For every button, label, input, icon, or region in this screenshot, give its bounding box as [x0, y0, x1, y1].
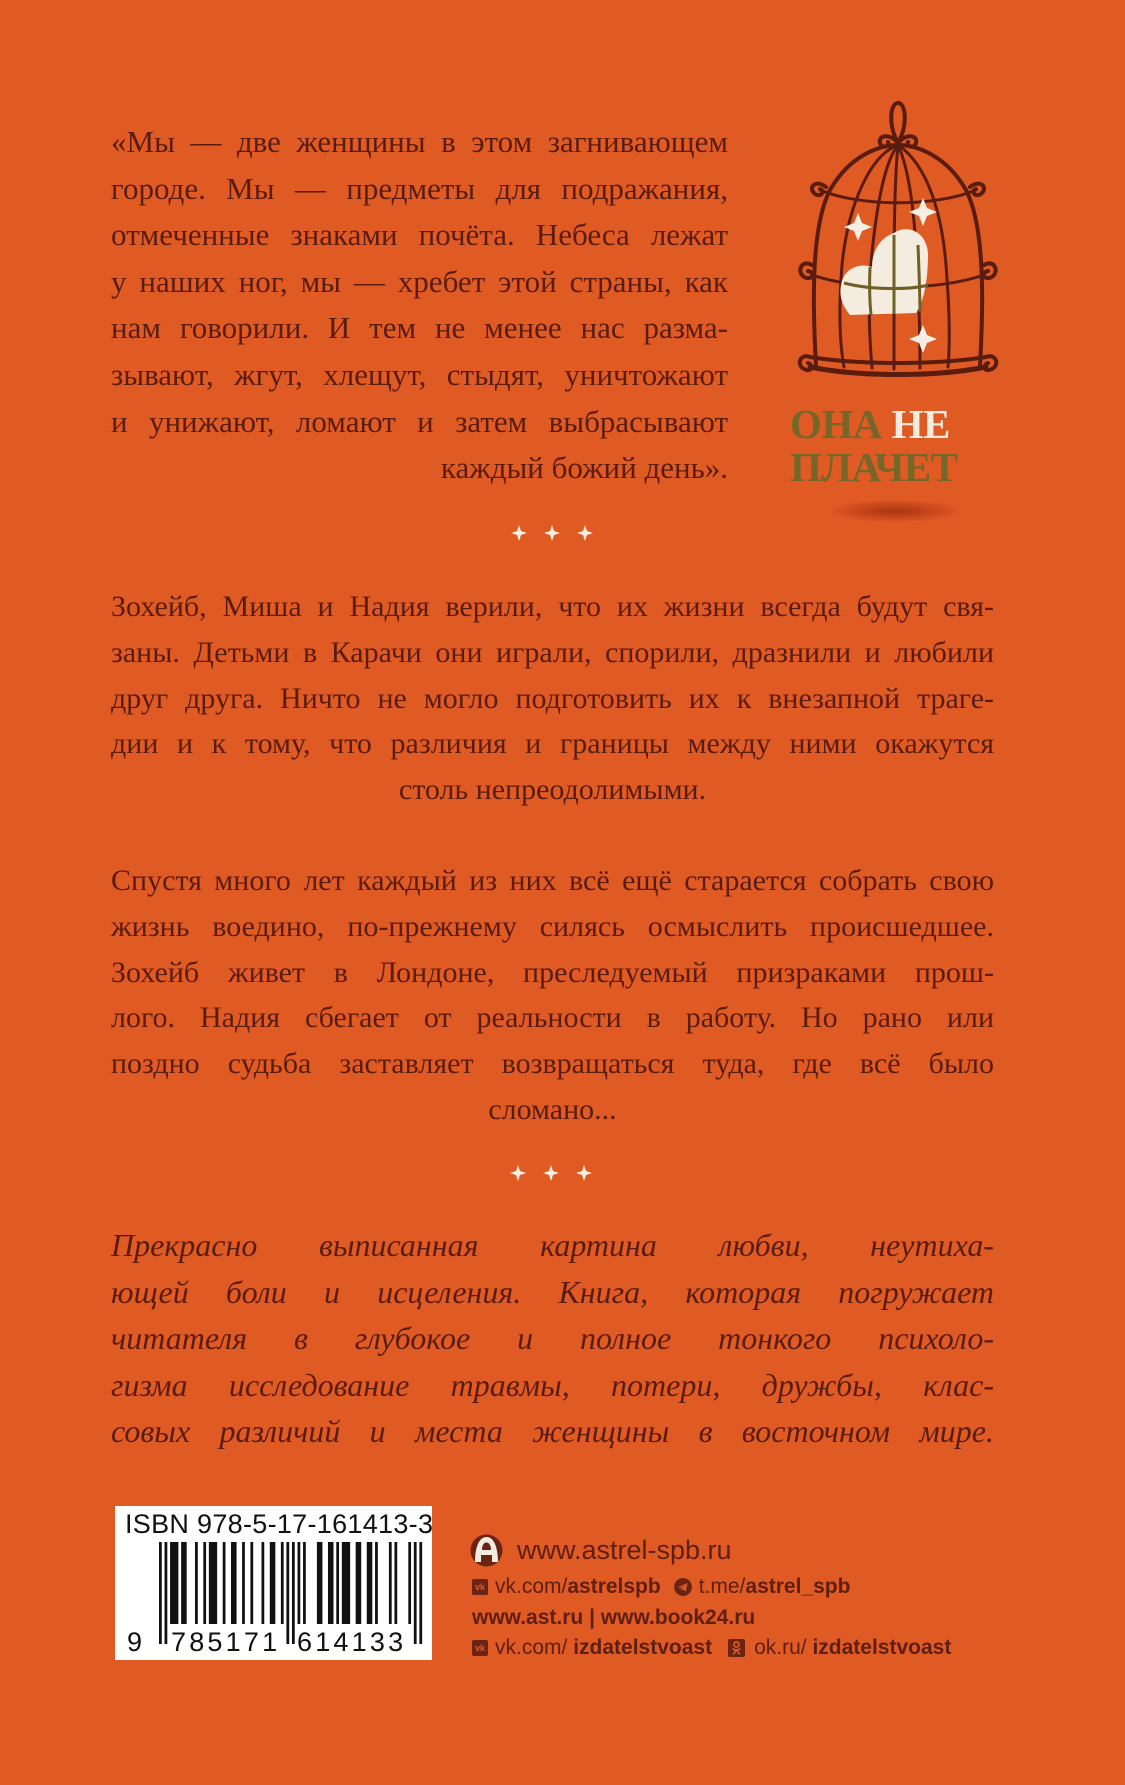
- vk-icon: vk: [472, 1640, 488, 1656]
- barcode-bar: [389, 1542, 392, 1624]
- blurb-paragraph: [111, 1222, 994, 1455]
- vk-icon: vk: [472, 1579, 488, 1595]
- barcode-bar: [195, 1542, 198, 1624]
- quote-line: отмеченные знаками почёта. Небеса лежат: [111, 217, 728, 253]
- barcode-bar: [342, 1542, 350, 1624]
- ok-izdatelstvoast-link[interactable]: ok.ru/ izdatelstvoast: [754, 1636, 952, 1659]
- blurb-line: гизма исследование травмы, потери, дружбы, клас-: [111, 1366, 994, 1403]
- ast-book24-links[interactable]: www.ast.ru | www.book24.ru: [472, 1606, 756, 1629]
- barcode-bar: [165, 1542, 168, 1644]
- quote-line: нам говорили. И тем не менее нас разма-: [111, 310, 728, 346]
- barcode-bar: [303, 1542, 306, 1624]
- paragraph-line: заны. Детьми в Карачи они играли, спорили, дразнили и любили: [111, 635, 994, 669]
- barcode-bar: [159, 1542, 162, 1644]
- blurb-line: читателя в глубокое и полное тонкого психоло-: [111, 1320, 994, 1356]
- barcode-bar: [292, 1542, 295, 1644]
- birdcage-heart-icon: [790, 95, 1000, 395]
- ean-left-digits: 785171: [171, 1627, 281, 1657]
- barcode-bar: [367, 1542, 373, 1624]
- four-point-star-icon: [576, 1165, 592, 1181]
- four-point-star-icon: [511, 525, 527, 541]
- quote-line: каждый божий день».: [440, 450, 728, 486]
- vk-astrelspb-link[interactable]: vk.com/astrelspb: [495, 1575, 661, 1598]
- paragraph-line: столь непреодолимыми.: [398, 773, 707, 807]
- publisher-contacts: [468, 1530, 998, 1670]
- paragraph-line: поздно судьба заставляет возвращаться туда, где всё было: [111, 1047, 994, 1081]
- logo-title-line-1: [790, 402, 1000, 446]
- quote-block: [111, 119, 728, 492]
- barcode-bar: [281, 1542, 284, 1624]
- four-point-star-icon: [544, 525, 560, 541]
- barcode-bar: [203, 1542, 206, 1624]
- ean-first-digit: 9: [127, 1627, 143, 1657]
- telegram-icon: [674, 1578, 692, 1596]
- barcode-bar: [328, 1542, 334, 1624]
- social-row-2: [468, 1636, 951, 1660]
- barcode-bar: [336, 1542, 339, 1624]
- barcode-bar: [261, 1542, 264, 1624]
- four-point-star-icon: [577, 525, 593, 541]
- barcode-bar: [181, 1542, 187, 1624]
- odnoklassniki-icon: [728, 1639, 745, 1657]
- ean-right-digits: 614133: [297, 1627, 407, 1657]
- paragraph-line: жизнь воедино, по-прежнему силясь осмыслить происшедшее.: [111, 909, 994, 943]
- quote-line: «Мы — две женщины в этом загнивающем: [111, 124, 728, 159]
- star-separator: [507, 1164, 597, 1182]
- barcode-bar: [375, 1542, 378, 1624]
- synopsis-paragraph-2: [111, 858, 994, 1133]
- quote-line: у наших ног, мы — хребет этой страны, как: [111, 263, 728, 299]
- paragraph-line: Зохейб живет в Лондоне, преследуемый призраками прош-: [111, 955, 994, 989]
- barcode-bar: [394, 1542, 397, 1624]
- paragraph-line: Зохейб, Миша и Надия верили, что их жизни всегда будут свя-: [111, 590, 994, 623]
- barcode-bar: [356, 1542, 362, 1624]
- vk-izdatelstvoast-link[interactable]: vk.com/ izdatelstvoast: [495, 1636, 713, 1659]
- publisher-website-row: [468, 1533, 732, 1567]
- logo-shadow: [830, 500, 960, 522]
- quote-line: городе. Мы — предметы для подражания,: [111, 170, 728, 206]
- star-separator: [508, 524, 598, 542]
- barcode-bar: [242, 1542, 245, 1624]
- barcode-bar: [408, 1542, 411, 1624]
- synopsis-paragraph-1: [111, 584, 994, 813]
- barcode-bar: [231, 1542, 237, 1624]
- barcode-bar: [250, 1542, 253, 1624]
- isbn-label: ISBN 978-5-17-161413-3: [125, 1509, 434, 1539]
- logo-title-line-2: ПЛАЧЕТ: [790, 444, 958, 490]
- barcode-bar: [223, 1542, 226, 1624]
- paragraph-line: дии и к тому, что различия и границы между ними окажутся: [111, 727, 994, 761]
- barcode-bar: [170, 1542, 178, 1624]
- websites-row: [472, 1606, 755, 1630]
- series-logo: [790, 95, 1000, 535]
- barcode-bar: [270, 1542, 276, 1624]
- paragraph-line: лого. Надия сбегает от реальности в работу. Но рано или: [111, 1001, 994, 1035]
- blurb-line: Прекрасно выписанная картина любви, неутиха-: [111, 1227, 994, 1263]
- paragraph-line: сломано...: [488, 1092, 617, 1126]
- social-row-1: [468, 1575, 850, 1599]
- paragraph-line: друг друга. Ничто не могло подготовить их к внезапной траге-: [111, 681, 994, 715]
- barcode-bar: [419, 1542, 422, 1644]
- barcode-bar: [209, 1542, 217, 1624]
- logo-title-ne: НЕ: [891, 401, 950, 447]
- astrel-a-logo-icon: [470, 1534, 503, 1567]
- quote-line: и унижают, ломают и затем выбрасывают: [111, 403, 728, 439]
- quote-line: зывают, жгут, хлещут, стыдят, уничтожают: [111, 356, 728, 392]
- isbn-barcode: [115, 1506, 432, 1660]
- paragraph-line: Спустя много лет каждый из них всё ещё старается собрать свою: [111, 864, 994, 897]
- four-point-star-icon: [543, 1165, 559, 1181]
- blurb-line: совых различий и места женщины в восточном мире.: [111, 1413, 994, 1449]
- four-point-star-icon: [510, 1165, 526, 1181]
- barcode-bar: [414, 1542, 417, 1644]
- barcode-bar: [298, 1542, 301, 1624]
- logo-title-ona: ОНА: [790, 401, 882, 447]
- barcode-bar: [317, 1542, 323, 1624]
- barcode-bar: [286, 1542, 289, 1644]
- publisher-website-link[interactable]: www.astrel-spb.ru: [517, 1534, 732, 1565]
- blurb-line: ющей боли и исцеления. Книга, которая погружает: [111, 1273, 994, 1310]
- telegram-astrel-spb-link[interactable]: t.me/astrel_spb: [698, 1575, 851, 1598]
